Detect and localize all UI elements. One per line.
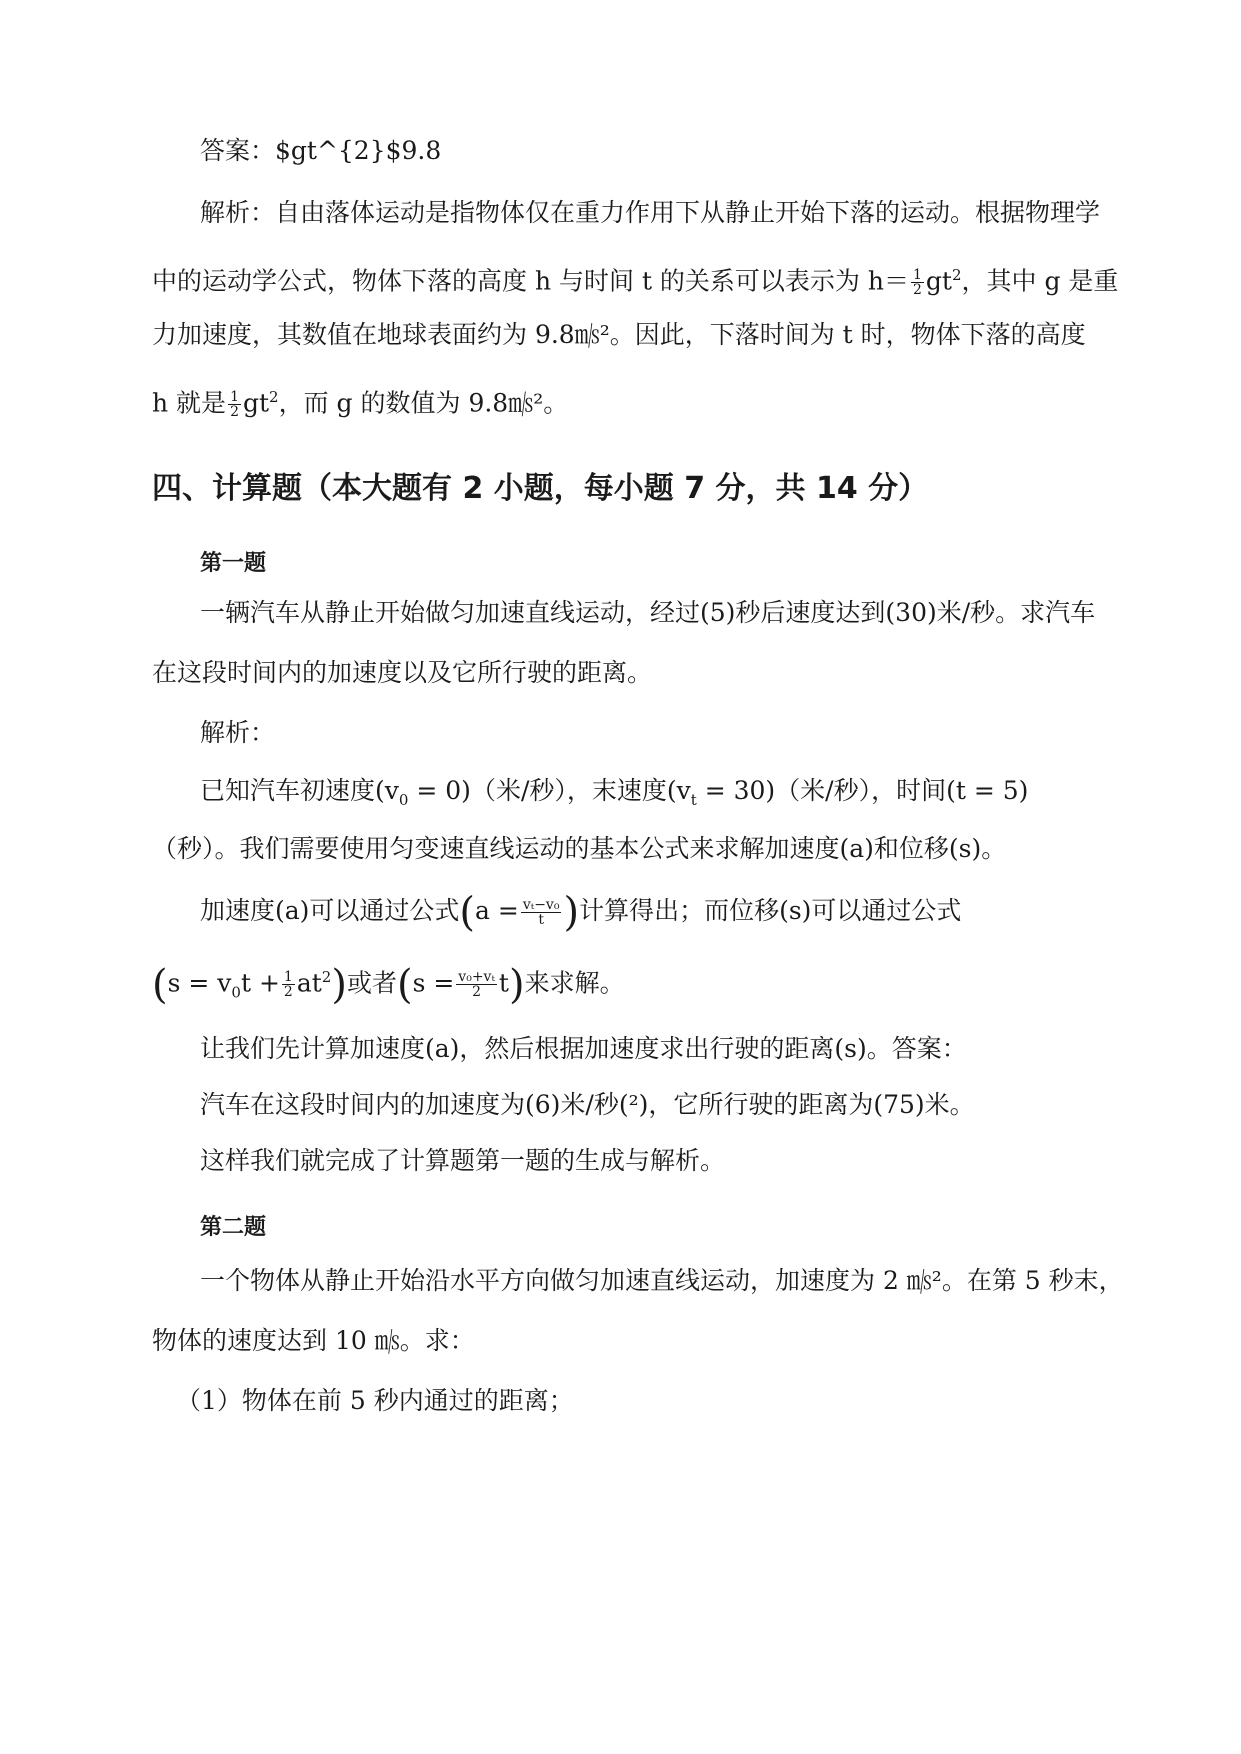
q2-line-1: 一个物体从静止开始沿水平方向做匀加速直线运动，加速度为 2 ㎧²。在第 5 秒末， [200, 1266, 1124, 1295]
q2-line-2: 物体的速度达到 10 ㎧。求： [152, 1326, 475, 1355]
analysis-line-3: 力加速度，其数值在地球表面约为 9.8㎧²。因此，下落时间为 t 时，物体下落的高度 [152, 320, 1086, 349]
analysis-line-4: h 就是 $\frac{1}{2}$ $gt^2$，而 g 的数值为 9.8㎧²。 [152, 388, 569, 421]
fraction-avg-velocity: $\frac{\text{v₀+vₜ}}{2}$ [458, 969, 495, 1001]
fraction-half: $\frac{1}{2}$ [283, 969, 293, 1001]
q2-title: 第二题 [200, 1215, 267, 1240]
analysis-line-1: 解析：自由落体运动是指物体仅在重力作用下从静止开始下落的运动。根据物理学 [200, 198, 1101, 227]
q2-item-1: （1）物体在前 5 秒内通过的距离； [176, 1386, 574, 1415]
q1-known-values: 已知汽车初速度$(v_0 = 0)$（米/秒），末速度$(v_t = 30)$（米/秒），时间(t = 5) [200, 776, 1029, 809]
q1-calc-line: 让我们先计算加速度(a)，然后根据加速度求出行驶的距离(s)。答案： [200, 1034, 967, 1063]
fraction-half: $\frac{1}{2}$ [913, 267, 922, 299]
fraction-half: $\frac{1}{2}$ [230, 389, 239, 421]
section-4-heading: 四、计算题（本大题有 2 小题，每小题 7 分，共 14 分） [152, 471, 929, 506]
q1-analysis-label: 解析： [200, 718, 276, 747]
q1-method-line: （秒）。我们需要使用匀变速直线运动的基本公式来求解加速度(a)和位移(s)。 [152, 834, 1007, 863]
q1-title: 第一题 [200, 551, 267, 576]
answer-line: 答案：$gt^{2}$9.8 [200, 136, 442, 165]
q1-closing-line: 这样我们就完成了计算题第一题的生成与解析。 [200, 1146, 726, 1175]
q1-line-2: 在这段时间内的加速度以及它所行驶的距离。 [152, 658, 653, 687]
q1-displacement-formula-line: ($s = v_0t$ + $\frac{1}{2}$ $at^2$)或者(s = $\frac{\text{v₀+vₜ}}{2}$ t)来求解。 [152, 961, 625, 1008]
analysis-line-2: 中的运动学公式，物体下落的高度 h 与时间 t 的关系可以表示为 h＝ $\frac{1}{2}$ $gt^2$，其中 g 是重 [152, 266, 1119, 299]
q1-line-1: 一辆汽车从静止开始做匀加速直线运动，经过(5)秒后速度达到(30)米/秒。求汽车 [200, 598, 1096, 627]
fraction-accel: $\frac{\text{vₜ−v₀}}{t}$ [522, 897, 560, 928]
q1-acceleration-formula-line: 加速度(a)可以通过公式(a = $\frac{\text{vₜ−v₀}}{t}$ )计算得出；而位移(s)可以通过公式 [200, 889, 962, 936]
q1-answer-line: 汽车在这段时间内的加速度为(6)米/秒(²)，它所行驶的距离为(75)米。 [200, 1090, 975, 1119]
